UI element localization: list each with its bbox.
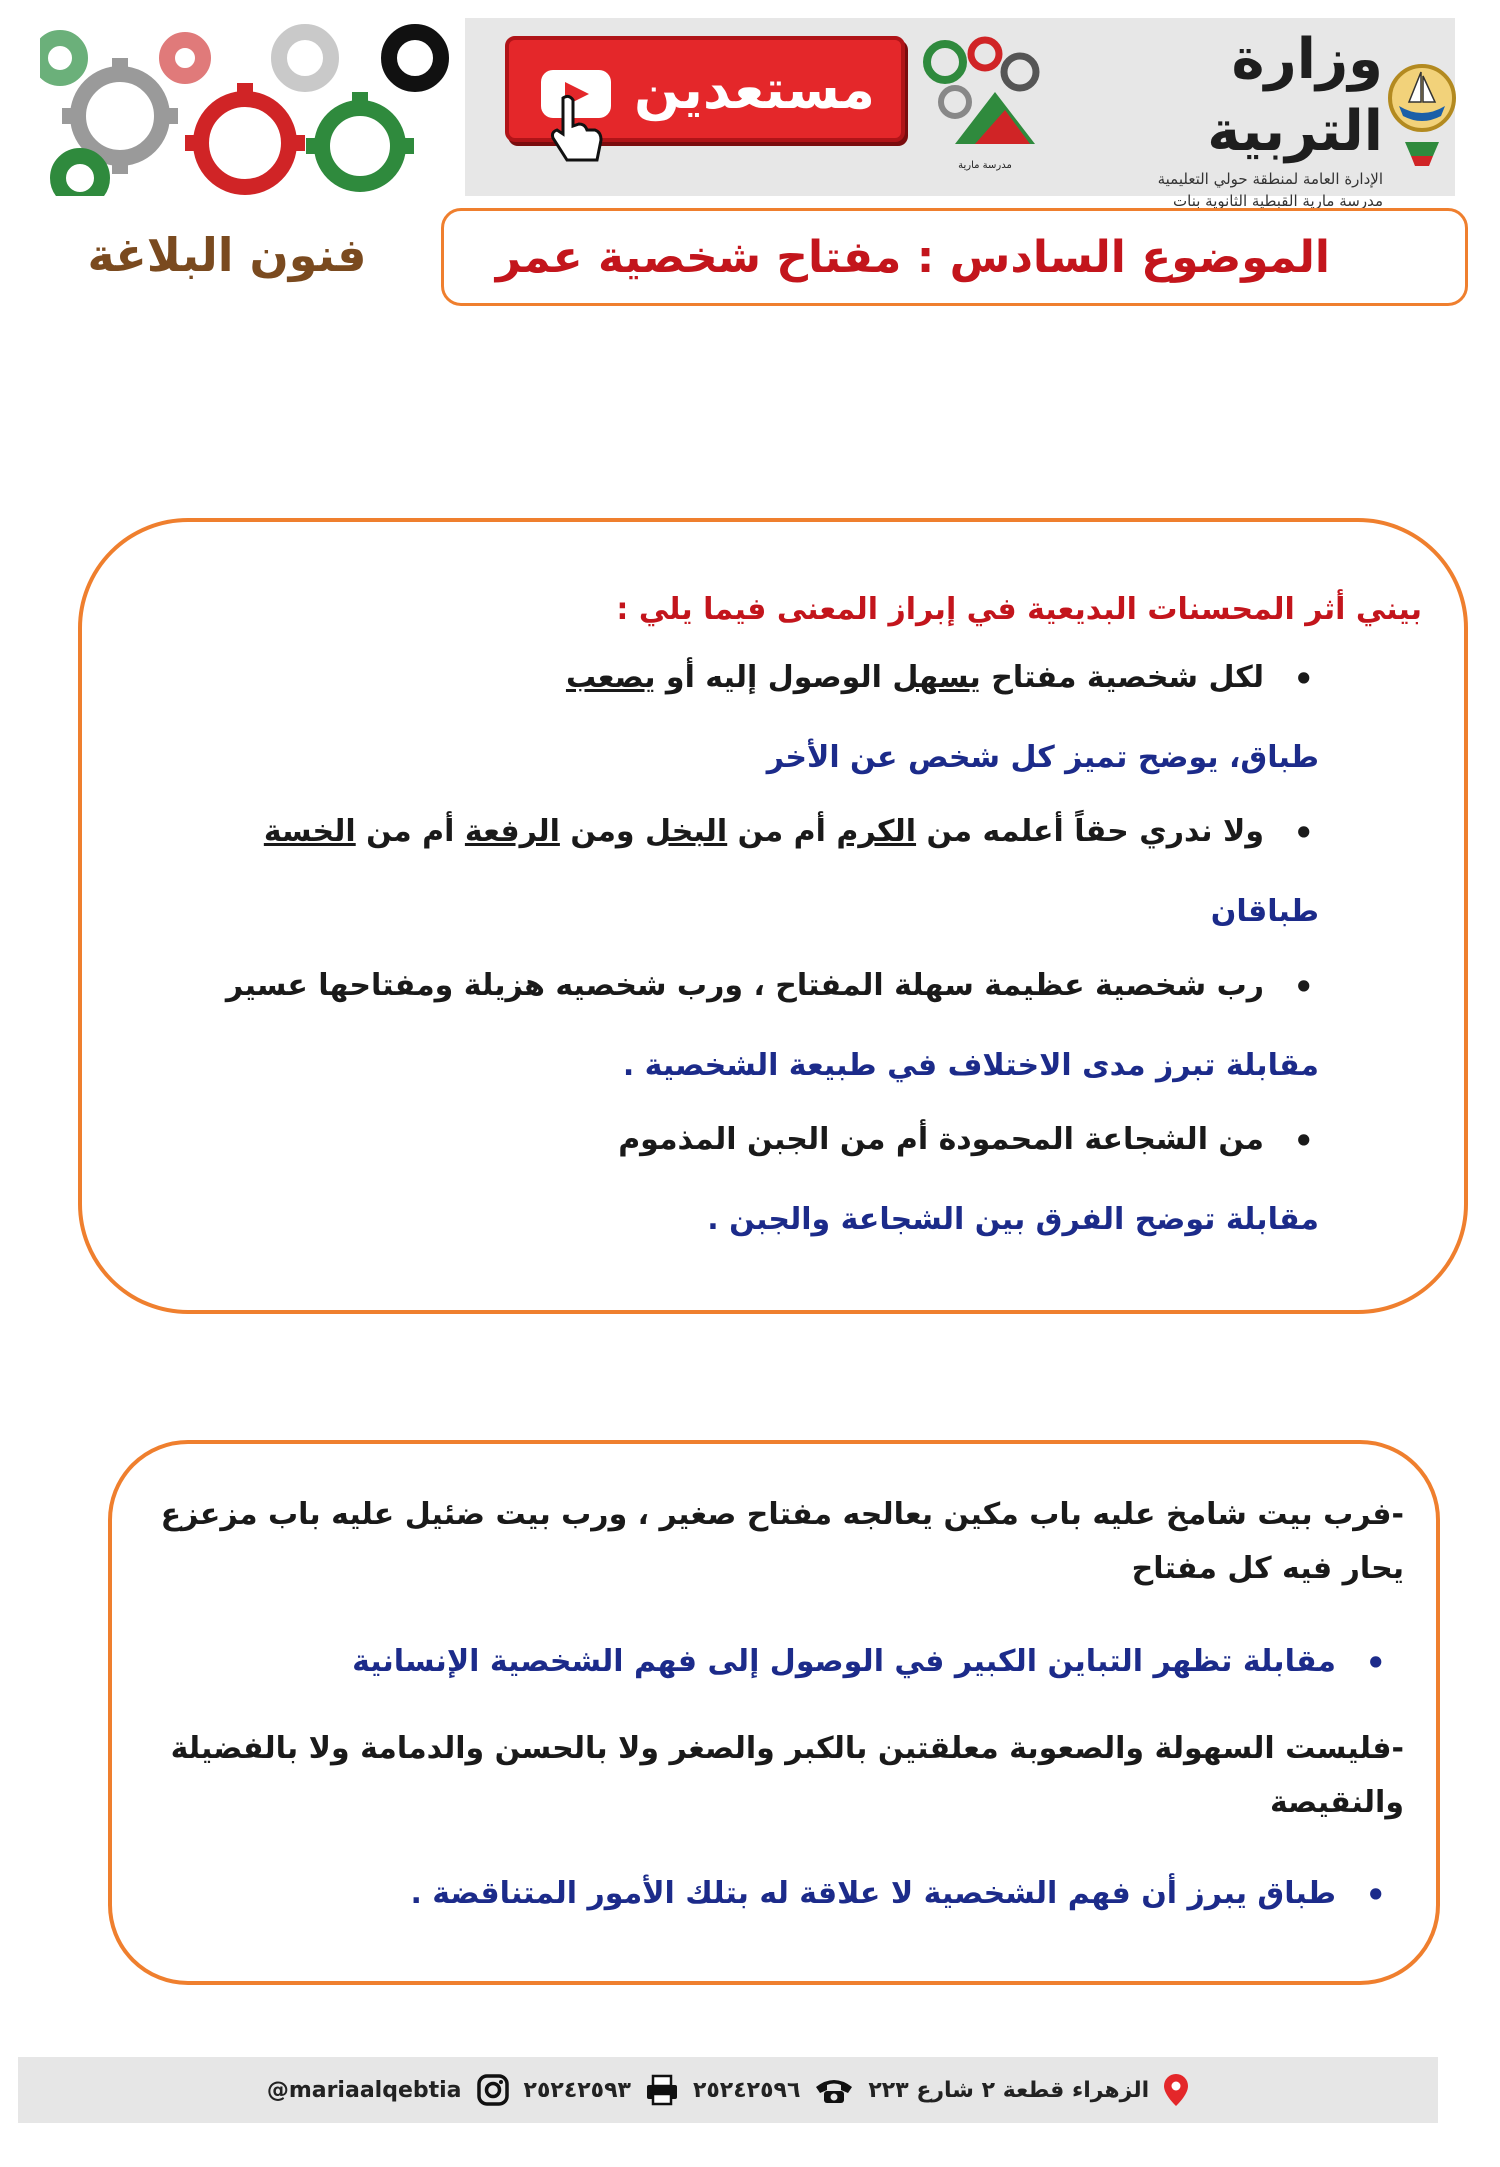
phone-icon [814,2075,854,2105]
paragraph-text: -فليست السهولة والصعوبة معلقتين بالكبر والصغر ولا بالحسن والدمامة ولا بالفضيلة والنقيصة [170,1731,1404,1820]
underlined-word: البخل [645,814,728,849]
instagram-handle[interactable]: @mariaalqebtia [266,2077,462,2103]
answer-text: مقابلة تبرز مدى الاختلاف في طبيعة الشخصية . [622,1048,1319,1083]
footer-bar [18,2057,1438,2123]
underlined-word: يسهل [892,660,981,695]
ministry-line-2: مدرسة مارية القبطية الثانوية بنات [1173,192,1383,210]
page-header [40,18,1455,210]
phone-number: ٢٥٢٤٢٥٩٦ [692,2077,801,2103]
location-pin-icon [1163,2073,1189,2107]
question-heading: بيني أثر المحسنات البديعية في إبراز المعنى فيما يلي : [616,592,1422,627]
header-banner [465,18,1455,210]
underlined-word: يصعب [565,660,656,695]
youtube-button-label: مستعدين [634,57,875,121]
underlined-word: الخسة [263,814,356,849]
exercise-box-2 [108,1440,1440,1985]
paragraph-text: -فرب بيت شامخ عليه باب مكين يعالجه مفتاح صغير ، ورب بيت ضئيل عليه باب مزعزع يحار فيه كل مفتاح [160,1497,1404,1586]
ministry-title: وزارة التربية [1207,27,1383,164]
answer-text: • طباق يبرز أن فهم الشخصية لا علاقة له بتلك الأمور المتناقضة . [410,1876,1336,1911]
gears-decoration [40,18,465,196]
exercise-box-1 [78,518,1468,1314]
list-item: • من الشجاعة المحمودة أم من الجبن المذموم [618,1122,1264,1157]
answer-text: • مقابلة تظهر التباين الكبير في الوصول إلى فهم الشخصية الإنسانية [352,1644,1336,1679]
ministry-block [1063,24,1383,210]
fax-icon [645,2074,679,2106]
pointer-hand-icon [545,94,605,164]
address-text: الزهراء قطعة ٢ شارع ٢٢٣ [868,2077,1150,2103]
underlined-word: الكرم [836,814,917,849]
instagram-icon [476,2073,510,2107]
answer-text: مقابلة توضح الفرق بين الشجاعة والجبن . [707,1202,1319,1237]
list-item: • ولا ندري حقاً أعلمه من الكرم أم من البخل ومن الرفعة أم من الخسة [264,814,1264,849]
kuwait-emblem-icon [1387,28,1457,178]
list-item: • لكل شخصية مفتاح يسهل الوصول إليه أو يصعب [566,660,1264,695]
svg-text:مدرسة مارية: مدرسة مارية [958,160,1012,171]
topic-title-box [441,208,1468,306]
answer-text: طباق، يوضح تميز كل شخص عن الأخر [766,740,1319,775]
ministry-line-1: الإدارة العامة لمنطقة حولي التعليمية [1157,170,1383,188]
subject-title: فنون البلاغة [87,228,367,282]
school-logo-icon [915,32,1055,182]
underlined-word: الرفعة [464,814,560,849]
list-item: • رب شخصية عظيمة سهلة المفتاح ، ورب شخصيه هزيلة ومفتاحها عسير [226,968,1264,1003]
fax-number: ٢٥٢٤٢٥٩٣ [523,2077,631,2103]
answer-text: طباقان [1210,894,1319,929]
topic-title: الموضوع السادس : مفتاح شخصية عمر [495,231,1330,283]
